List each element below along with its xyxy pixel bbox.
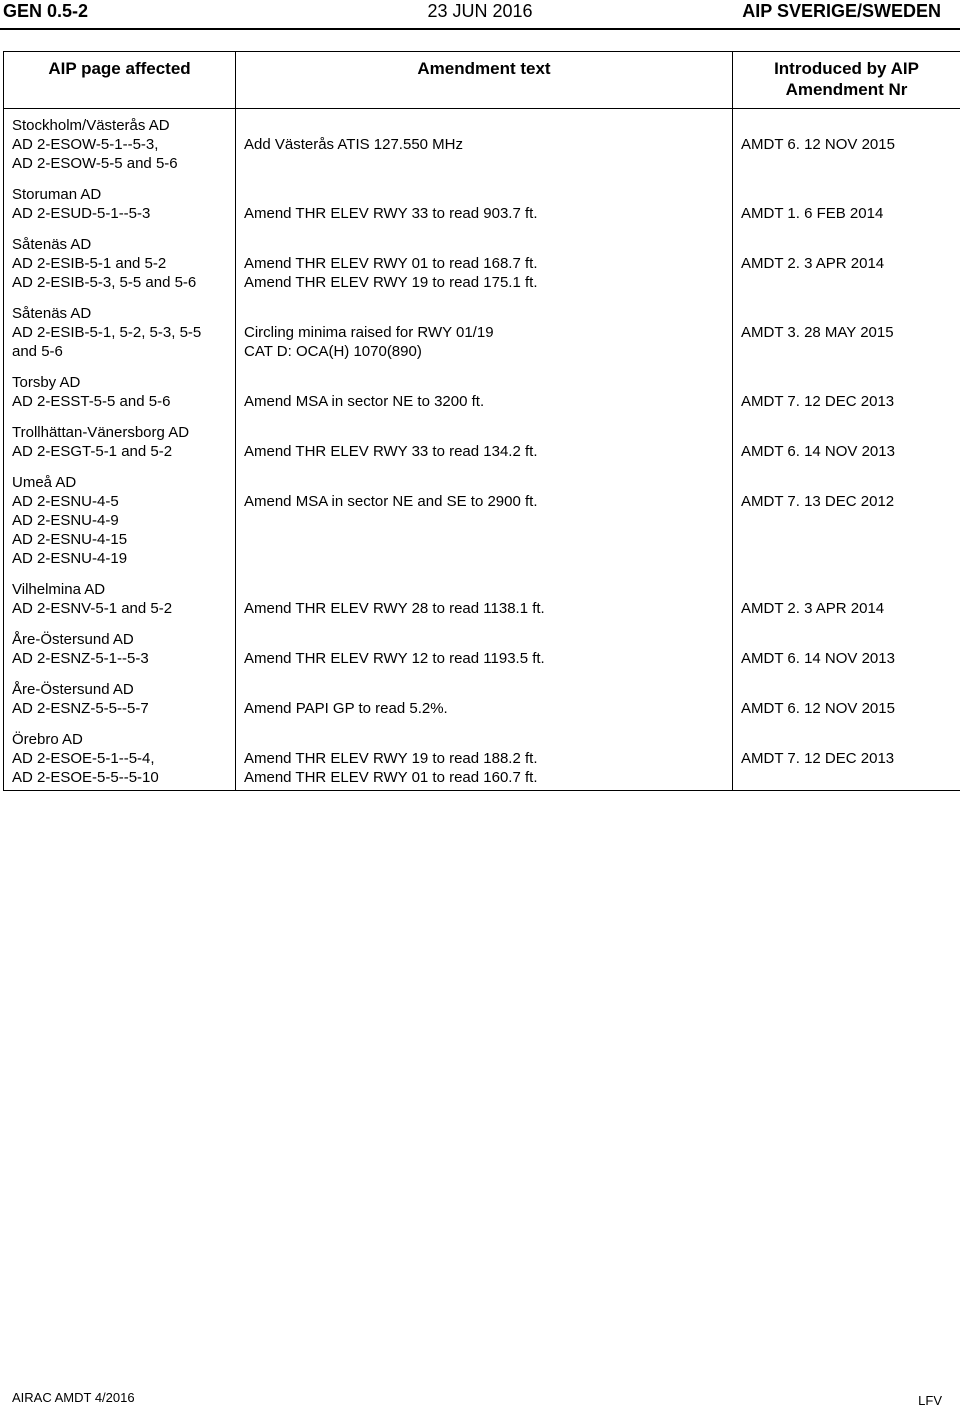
table-row [4,297,960,366]
line-spacer [741,580,952,599]
cell-line: AD 2-ESNU-4-19 [12,549,227,568]
cell-line: Såtenäs AD [12,235,227,254]
cell-page-affected [4,723,236,791]
cell-line: Amend MSA in sector NE to 3200 ft. [244,392,724,411]
cell-amendment-nr [733,178,960,228]
cell-line: AD 2-ESOE-5-1--5-4, [12,749,227,768]
cell-page-affected [4,416,236,466]
header-date: 23 JUN 2016 [0,1,960,22]
line-spacer [741,116,952,135]
cell-line: AD 2-ESOW-5-1--5-3, [12,135,227,154]
page-header [0,0,960,30]
line-spacer [741,185,952,204]
header-rule [0,28,960,30]
line-spacer [741,473,952,492]
line-spacer [244,423,724,442]
table-row [4,466,960,573]
cell-page-affected [4,573,236,623]
cell-amendment-text [236,723,733,791]
table-row [4,109,960,179]
table-row [4,228,960,297]
cell-page-affected [4,228,236,297]
cell-line: AD 2-ESNZ-5-1--5-3 [12,649,227,668]
cell-line: Åre-Östersund AD [12,630,227,649]
line-spacer [244,185,724,204]
cell-line: Torsby AD [12,373,227,392]
cell-line: Såtenäs AD [12,304,227,323]
cell-line: AD 2-ESUD-5-1--5-3 [12,204,227,223]
cell-line: AD 2-ESIB-5-1, 5-2, 5-3, 5-5 [12,323,227,342]
cell-page-affected [4,673,236,723]
cell-line: Åre-Östersund AD [12,680,227,699]
amendment-table [3,51,960,791]
cell-line: AD 2-ESNV-5-1 and 5-2 [12,599,227,618]
table-header-row [4,52,960,109]
cell-line: Amend PAPI GP to read 5.2%. [244,699,724,718]
cell-amendment-text [236,228,733,297]
cell-line: and 5-6 [12,342,227,361]
cell-line: AD 2-ESNU-4-15 [12,530,227,549]
cell-amendment-text [236,673,733,723]
cell-line: AMDT 6. 12 NOV 2015 [741,699,952,718]
cell-amendment-text [236,366,733,416]
cell-line: Add Västerås ATIS 127.550 MHz [244,135,724,154]
cell-line: Amend THR ELEV RWY 19 to read 175.1 ft. [244,273,724,292]
cell-amendment-text [236,416,733,466]
table-row [4,573,960,623]
cell-amendment-text [236,297,733,366]
cell-line: AD 2-ESOE-5-5--5-10 [12,768,227,787]
cell-amendment-nr [733,623,960,673]
line-spacer [244,680,724,699]
cell-page-affected [4,366,236,416]
table-row [4,623,960,673]
cell-page-affected [4,178,236,228]
line-spacer [741,630,952,649]
cell-amendment-nr [733,366,960,416]
footer-airac: AIRAC AMDT 4/2016 [12,1390,135,1405]
cell-line: Amend MSA in sector NE and SE to 2900 ft. [244,492,724,511]
line-spacer [741,680,952,699]
cell-line: AMDT 7. 13 DEC 2012 [741,492,952,511]
line-spacer [244,373,724,392]
cell-amendment-nr [733,573,960,623]
cell-line: Amend THR ELEV RWY 01 to read 168.7 ft. [244,254,724,273]
cell-line: AMDT 2. 3 APR 2014 [741,599,952,618]
cell-line: Amend THR ELEV RWY 33 to read 134.2 ft. [244,442,724,461]
cell-line: AD 2-ESNU-4-5 [12,492,227,511]
cell-line: Amend THR ELEV RWY 19 to read 188.2 ft. [244,749,724,768]
header-publication: AIP SVERIGE/SWEDEN [742,1,941,22]
cell-amendment-nr [733,466,960,573]
cell-line: AD 2-ESST-5-5 and 5-6 [12,392,227,411]
cell-line: AMDT 3. 28 MAY 2015 [741,323,952,342]
column-header-text: Amendment text [236,52,733,109]
line-spacer [244,304,724,323]
cell-line: AMDT 1. 6 FEB 2014 [741,204,952,223]
cell-amendment-text [236,573,733,623]
cell-line: Stockholm/Västerås AD [12,116,227,135]
cell-line: AD 2-ESOW-5-5 and 5-6 [12,154,227,173]
line-spacer [741,730,952,749]
cell-line: AMDT 7. 12 DEC 2013 [741,749,952,768]
line-spacer [244,730,724,749]
table-body [4,109,960,791]
line-spacer [741,235,952,254]
line-spacer [741,373,952,392]
line-spacer [741,423,952,442]
column-header-page: AIP page affected [4,52,236,109]
cell-line: Circling minima raised for RWY 01/19 [244,323,724,342]
cell-amendment-nr [733,723,960,791]
cell-line: Umeå AD [12,473,227,492]
line-spacer [741,304,952,323]
cell-line: Amend THR ELEV RWY 28 to read 1138.1 ft. [244,599,724,618]
cell-line: AD 2-ESGT-5-1 and 5-2 [12,442,227,461]
line-spacer [244,580,724,599]
cell-amendment-nr [733,109,960,179]
cell-amendment-text [236,623,733,673]
cell-line: AMDT 6. 12 NOV 2015 [741,135,952,154]
cell-line: AD 2-ESNZ-5-5--5-7 [12,699,227,718]
cell-line: Amend THR ELEV RWY 12 to read 1193.5 ft. [244,649,724,668]
cell-amendment-nr [733,416,960,466]
header-page-number: GEN 0.5-2 [3,1,88,22]
cell-line: Trollhättan-Vänersborg AD [12,423,227,442]
table-row [4,178,960,228]
cell-line: Örebro AD [12,730,227,749]
table-row [4,673,960,723]
cell-amendment-nr [733,297,960,366]
table-row [4,416,960,466]
cell-amendment-nr [733,673,960,723]
table-row [4,723,960,791]
cell-line: AD 2-ESIB-5-1 and 5-2 [12,254,227,273]
cell-page-affected [4,297,236,366]
cell-line: Vilhelmina AD [12,580,227,599]
cell-line: Storuman AD [12,185,227,204]
footer-publisher: LFV [918,1393,942,1408]
cell-line: Amend THR ELEV RWY 33 to read 903.7 ft. [244,204,724,223]
cell-line: AMDT 6. 14 NOV 2013 [741,442,952,461]
cell-page-affected [4,109,236,179]
cell-line: AMDT 2. 3 APR 2014 [741,254,952,273]
cell-line: AD 2-ESIB-5-3, 5-5 and 5-6 [12,273,227,292]
line-spacer [244,235,724,254]
cell-line: AMDT 6. 14 NOV 2013 [741,649,952,668]
cell-line: CAT D: OCA(H) 1070(890) [244,342,724,361]
table-row [4,366,960,416]
line-spacer [244,473,724,492]
cell-amendment-text [236,466,733,573]
cell-line: AMDT 7. 12 DEC 2013 [741,392,952,411]
column-header-amdt: Introduced by AIP Amendment Nr [733,52,960,109]
line-spacer [244,116,724,135]
cell-line: AD 2-ESNU-4-9 [12,511,227,530]
cell-line: Amend THR ELEV RWY 01 to read 160.7 ft. [244,768,724,787]
cell-page-affected [4,623,236,673]
line-spacer [244,630,724,649]
cell-amendment-nr [733,228,960,297]
cell-amendment-text [236,109,733,179]
cell-page-affected [4,466,236,573]
cell-amendment-text [236,178,733,228]
